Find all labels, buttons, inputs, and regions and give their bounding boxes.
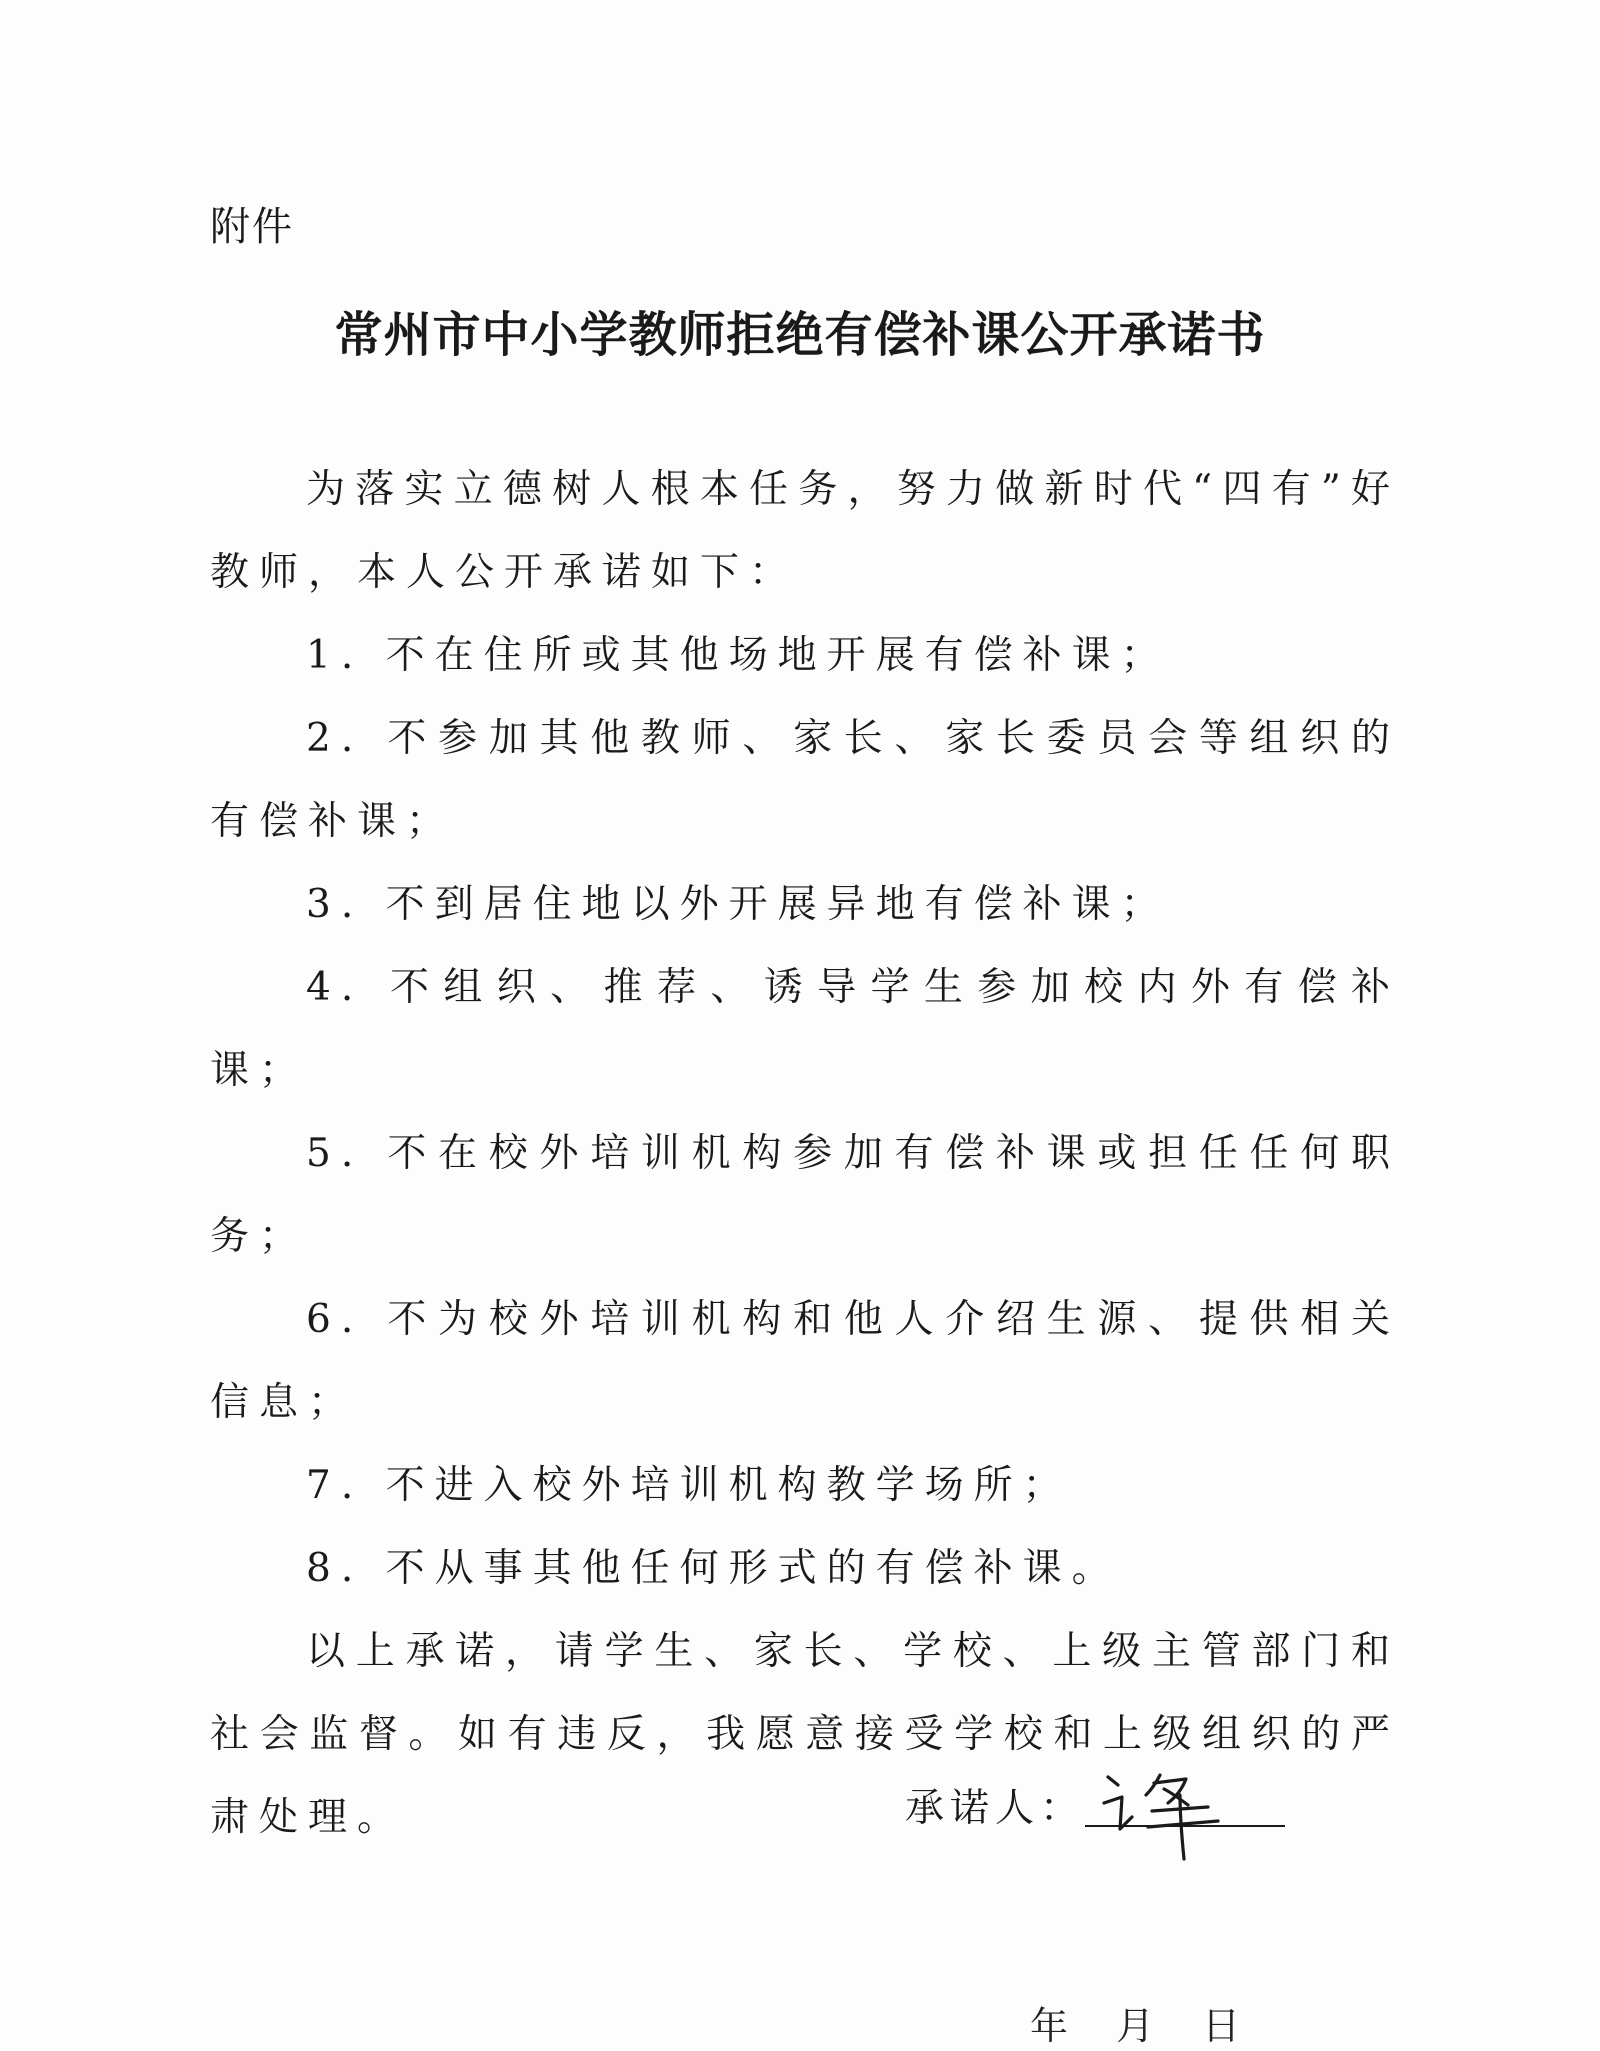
pledge-item-6: 6. 不为校外培训机构和他人介绍生源、提供相关信息； <box>210 1297 1400 1425</box>
pledge-item-7: 7. 不进入校外培训机构教学场所； <box>306 1463 1072 1508</box>
date-area <box>1030 1995 1370 2051</box>
document-body <box>210 448 1400 1859</box>
closing-paragraph: 以上承诺，请学生、家长、学校、上级主管部门和社会监督。如有违反，我愿意接受学校和上级组织的严肃处理。 <box>210 1629 1400 1840</box>
pledge-item-3: 3. 不到居住地以外开展异地有偿补课； <box>306 882 1170 927</box>
pledge-item-2: 2. 不参加其他教师、家长、家长委员会等组织的有偿补课； <box>210 716 1400 844</box>
pledge-item-1: 1. 不在住所或其他场地开展有偿补课； <box>306 633 1170 678</box>
intro-paragraph: 为落实立德树人根本任务，努力做新时代“四有”好教师，本人公开承诺如下： <box>210 467 1400 595</box>
document-title: 常州市中小学教师拒绝有偿补课公开承诺书 <box>334 307 1266 363</box>
pledge-item-8: 8. 不从事其他任何形式的有偿补课。 <box>306 1546 1121 1591</box>
handwritten-signature <box>1090 1755 1260 1865</box>
pledge-item-4: 4. 不组织、推荐、诱导学生参加校内外有偿补课； <box>210 965 1400 1093</box>
date-text: 年 月 日 <box>1030 2004 1259 2048</box>
attachment-label: 附件 <box>210 204 294 250</box>
signature-label: 承诺人： <box>905 1786 1086 1831</box>
signature-area <box>905 1755 1325 1865</box>
pledge-list <box>210 614 1400 1610</box>
pledge-item-5: 5. 不在校外培训机构参加有偿补课或担任任何职务； <box>210 1131 1400 1259</box>
